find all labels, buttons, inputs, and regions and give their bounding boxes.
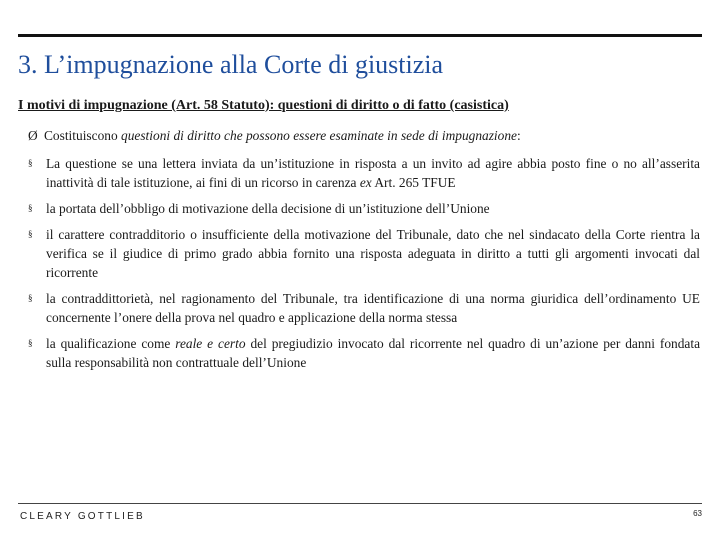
slide-title: 3. L’impugnazione alla Corte di giustizia bbox=[18, 50, 444, 79]
section-bullet-icon: § bbox=[28, 203, 33, 213]
top-rule bbox=[18, 34, 702, 37]
section-bullet-icon: § bbox=[28, 293, 33, 303]
bullet-item bbox=[28, 199, 700, 218]
intro-text: Costituiscono bbox=[44, 128, 122, 143]
bullet-text: la contraddittorietà, nel ragionamento del Tribunale, tra identificazione di una norma giuridica dell’ordinamento UE concernente l’onere della prova nel quadro e applicazione della norma stessa bbox=[46, 291, 700, 325]
bullet-text: il carattere contradditorio o insufficiente della motivazione del Tribunale, dato che nel sindacato della Corte rientra la verifica se il giudice di primo grado abbia fornito una risposta adeguata in diritto a tutti gli argomenti invocati dal ricorrente bbox=[46, 227, 700, 280]
section-bullet-icon: § bbox=[28, 338, 33, 348]
bullet-item bbox=[28, 289, 700, 327]
bottom-rule bbox=[18, 503, 702, 504]
bullet-emphasis: reale e certo bbox=[175, 336, 246, 351]
section-bullet-icon: § bbox=[28, 158, 33, 168]
arrow-bullet-icon: Ø bbox=[28, 128, 38, 143]
intro-line bbox=[28, 126, 700, 145]
bullet-text: la portata dell’obbligo di motivazione della decisione di un’istituzione dell’Unione bbox=[46, 201, 490, 216]
slide-content bbox=[28, 126, 700, 379]
bullet-emphasis: ex bbox=[359, 175, 372, 190]
bullet-item bbox=[28, 154, 700, 192]
bullet-text-end: Art. 265 TFUE bbox=[371, 175, 456, 190]
footer-logo: CLEARY GOTTLIEB bbox=[20, 511, 145, 522]
bullet-text: La questione se una lettera inviata da un’istituzione in risposta a un invito ad agire abbia posto fine o no all’asserita inattività di tale istituzione, ai fini di un ricorso in carenza bbox=[46, 156, 700, 190]
slide-subtitle: I motivi di impugnazione (Art. 58 Statuto): questioni di diritto o di fatto (casistica) bbox=[18, 98, 509, 113]
page-number: 63 bbox=[693, 509, 702, 518]
bullet-item bbox=[28, 334, 700, 372]
section-bullet-icon: § bbox=[28, 229, 33, 239]
intro-emphasis: questioni di diritto che possono essere esaminate in sede di impugnazione bbox=[121, 128, 517, 143]
bullet-text: la qualificazione come bbox=[46, 336, 176, 351]
bullet-item bbox=[28, 225, 700, 282]
intro-colon: : bbox=[517, 128, 521, 143]
bullet-text-end: del pregiudizio invocato dal ricorrente nel quadro di un’azione per danni fondata sulla responsabilità non contrattuale dell’Unione bbox=[46, 336, 701, 370]
